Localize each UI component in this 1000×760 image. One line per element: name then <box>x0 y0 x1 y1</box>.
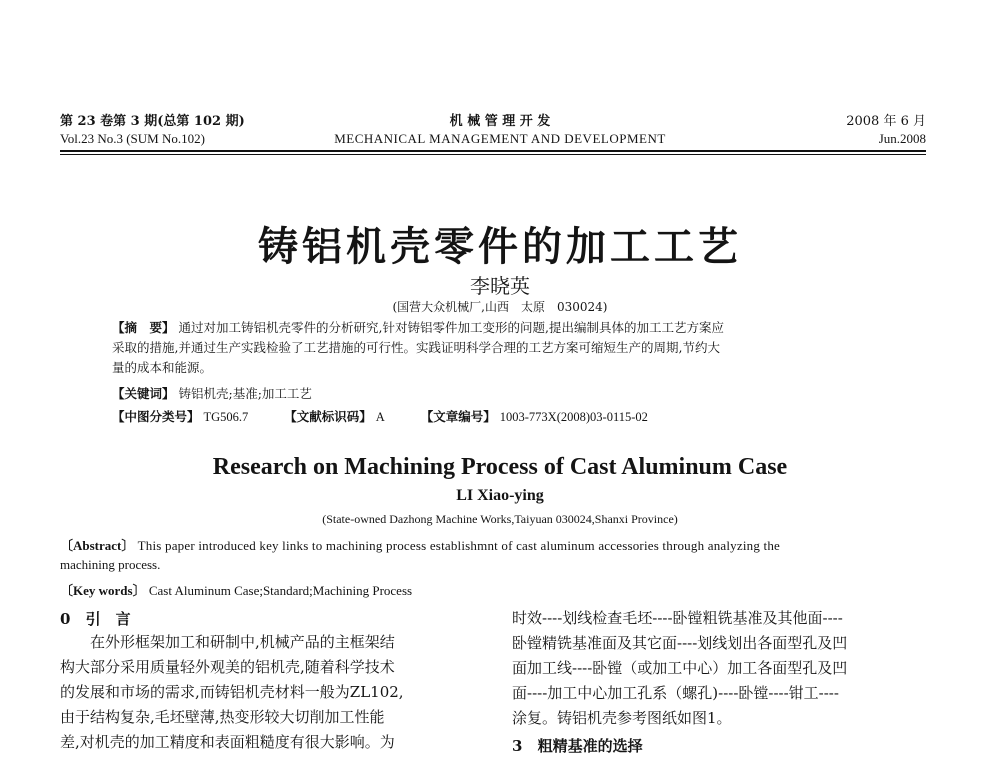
journal-name-en: MECHANICAL MANAGEMENT AND DEVELOPMENT <box>334 131 666 146</box>
abstract-en <box>60 535 780 554</box>
keywords-en-text: Cast Aluminum Case;Standard;Machining Process <box>148 583 413 598</box>
abstract-cn-line: 通过对加工铸铝机壳零件的分析研究,针对铸铝零件加工变形的问题,提出编制具体的加工工艺方案应 <box>178 320 724 335</box>
right-column-text <box>512 606 932 731</box>
clc-label: 【中图分类号】 <box>112 409 200 424</box>
article-no-label: 【文章编号】 <box>420 409 496 424</box>
header-issue-en: Vol.23 No.3 (SUM No.102) <box>60 131 205 146</box>
paragraph-line: 面----加工中心加工孔系（螺孔)----卧镗----钳工---- <box>512 684 839 702</box>
section-3-heading <box>512 735 643 756</box>
abstract-en-line: machining process. <box>60 557 161 572</box>
keywords-en <box>60 580 412 599</box>
section-number: 3 <box>512 737 523 755</box>
paragraph-line: 差,对机壳的加工精度和表面粗糙度有很大影响。为 <box>60 733 395 751</box>
classification-line <box>112 407 648 427</box>
paragraph-line: 时效----划线检查毛坯----卧镗粗铣基准及其他面---- <box>512 609 843 627</box>
abstract-cn-line: 量的成本和能源。 <box>112 360 213 375</box>
header-date-en: Jun.2008 <box>878 131 926 146</box>
section-title: 粗精基准的选择 <box>537 737 643 755</box>
abstract-cn-label: 【摘 要】 <box>112 320 175 335</box>
paragraph-line: 卧镗精铣基准面及其它面----划线划出各面型孔及凹 <box>512 634 848 652</box>
section-0-heading <box>60 608 131 629</box>
keywords-cn <box>112 384 312 404</box>
left-column-text <box>60 630 480 755</box>
section-number: 0 <box>60 610 71 628</box>
keywords-cn-label: 【关键词】 <box>112 386 175 401</box>
article-title-cn: 铸铝机壳零件的加工工艺 <box>258 223 742 270</box>
paragraph-line: 由于结构复杂,毛坯壁薄,热变形较大切削加工性能 <box>60 708 385 726</box>
paragraph-line: 涂复。铸铝机壳参考图纸如图1。 <box>512 709 732 727</box>
article-no-value: 1003-773X(2008)03-0115-02 <box>499 410 648 424</box>
paragraph-line: 的发展和市场的需求,而铸铝机壳材料一般为ZL102, <box>60 683 404 701</box>
doc-code-label: 【文献标识码】 <box>284 409 372 424</box>
header-rule-thick <box>60 150 926 152</box>
paragraph-line: 在外形框架加工和研制中,机械产品的主框架结 <box>90 633 395 651</box>
paragraph-line: 构大部分采用质量轻外观美的铝机壳,随着科学技术 <box>60 658 395 676</box>
author-en: LI Xiao-ying <box>456 487 544 504</box>
author-cn: 李晓英 <box>470 274 530 298</box>
header-rule-thin <box>60 154 926 155</box>
header-date-cn: 2008 年 6 月 <box>846 114 926 129</box>
keywords-en-label: 〔Key words〕 <box>60 583 146 598</box>
affiliation-cn: (国营大众机械厂,山西 太原 030024) <box>392 300 608 314</box>
doc-code-value: A <box>375 410 385 424</box>
journal-name-cn: 机 械 管 理 开 发 <box>449 114 551 129</box>
clc-value: TG506.7 <box>203 410 249 424</box>
abstract-cn <box>112 318 882 378</box>
abstract-en-label: 〔Abstract〕 <box>60 538 135 553</box>
section-title: 引 言 <box>85 610 131 628</box>
article-title-en: Research on Machining Process of Cast Aluminum Case <box>212 454 788 480</box>
abstract-en-line: This paper introduced key links to machining process establishmnt of cast aluminum accessories through analyzing the <box>137 538 780 553</box>
affiliation-en: (State-owned Dazhong Machine Works,Taiyuan 030024,Shanxi Province) <box>322 512 678 526</box>
header-issue-cn: 第 23 卷第 3 期(总第 102 期) <box>60 114 245 129</box>
abstract-cn-line: 采取的措施,并通过生产实践检验了工艺措施的可行性。实践证明科学合理的工艺方案可缩短生产的周期,节约大 <box>112 340 720 355</box>
paragraph-line: 面加工线----卧镗（或加工中心）加工各面型孔及凹 <box>512 659 848 677</box>
keywords-cn-text: 铸铝机壳;基准;加工工艺 <box>178 386 312 401</box>
